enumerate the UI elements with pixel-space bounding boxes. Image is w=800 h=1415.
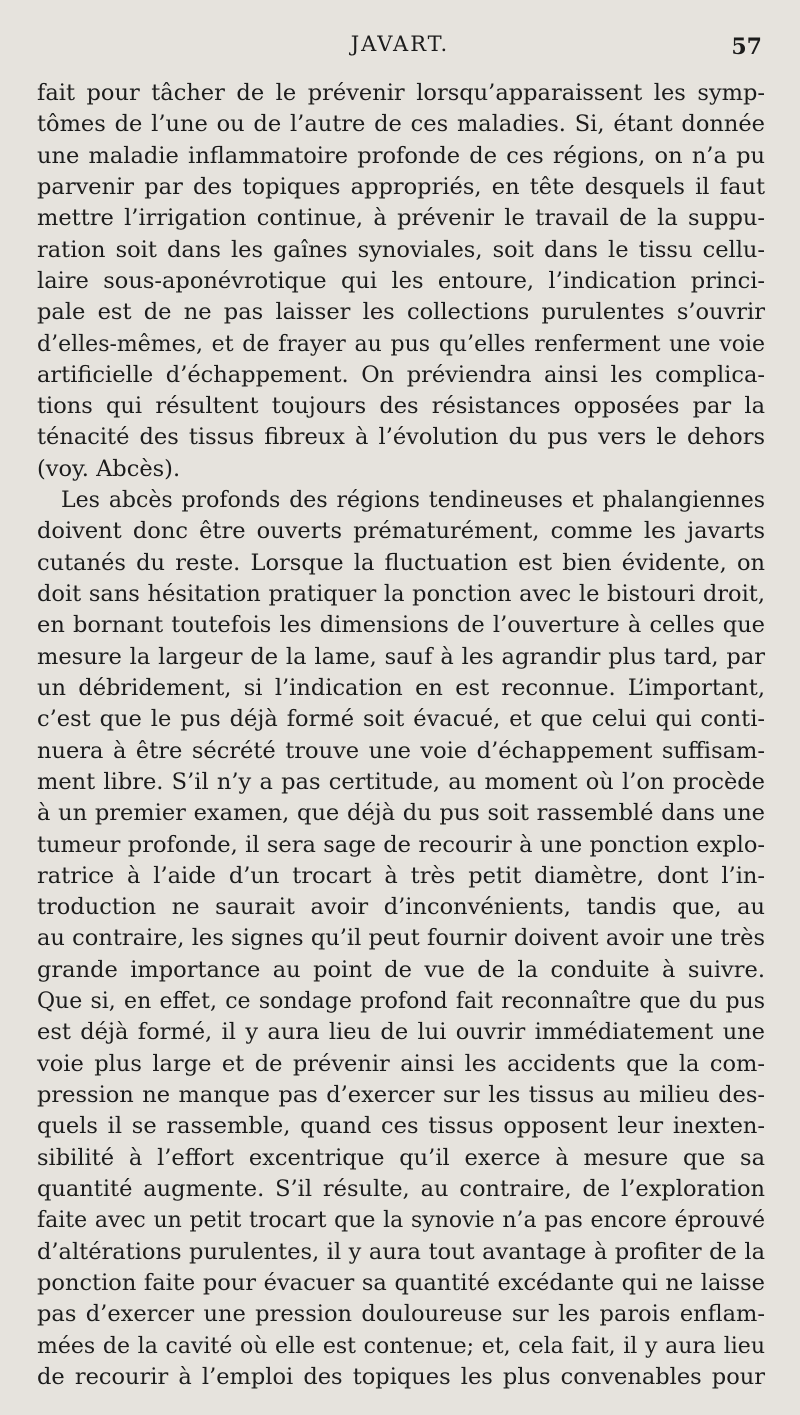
text-line: mesure la largeur de la lame, sauf à les agrandir plus tard, par xyxy=(37,643,765,670)
text-line: tions qui résultent toujours des résistances opposées par la xyxy=(37,393,765,420)
text-line: ment libre. S’il n’y a pas certitude, au moment où l’on procède xyxy=(37,768,765,795)
text-line: doivent donc être ouverts prématurément, comme les javarts xyxy=(37,518,765,545)
text-line: pale est de ne pas laisser les collections purulentes s’ouvrir xyxy=(37,299,765,326)
text-line: grande importance au point de vue de la conduite à suivre. xyxy=(37,956,765,983)
text-line: ponction faite pour évacuer sa quantité excédante qui ne laisse xyxy=(37,1269,765,1296)
text-line: sibilité à l’effort excentrique qu’il exerce à mesure que sa xyxy=(37,1144,765,1171)
text-line: pas d’exercer une pression douloureuse sur les parois enflam- xyxy=(37,1301,765,1328)
text-line: voie plus large et de prévenir ainsi les accidents que la com- xyxy=(37,1050,765,1077)
text-line: c’est que le pus déjà formé soit évacué, et que celui qui conti- xyxy=(37,706,765,733)
text-line: d’elles-mêmes, et de frayer au pus qu’elles renferment une voie xyxy=(37,331,765,357)
page-number: 57 xyxy=(731,34,762,60)
text-line: ténacité des tissus fibreux à l’évolution du pus vers le dehors xyxy=(37,424,765,451)
text-line-paragraph-end: (voy. Abcès). xyxy=(37,455,181,482)
text-line: un débridement, si l’indication en est reconnue. L’important, xyxy=(37,674,765,701)
text-line: artificielle d’échappement. On préviendra ainsi les complica- xyxy=(37,361,765,388)
text-line: d’altérations purulentes, il y aura tout avantage à profiter de la xyxy=(37,1238,765,1265)
text-line: de recourir à l’emploi des topiques les plus convenables pour xyxy=(37,1363,765,1390)
text-line: tômes de l’une ou de l’autre de ces maladies. Si, étant donnée xyxy=(37,111,765,138)
text-line: une maladie inflammatoire profonde de ces régions, on n’a pu xyxy=(37,142,765,169)
text-line: pression ne manque pas d’exercer sur les tissus au milieu des- xyxy=(37,1082,765,1108)
text-line: est déjà formé, il y aura lieu de lui ouvrir immédiatement une xyxy=(37,1019,765,1046)
text-line: à un premier examen, que déjà du pus soit rassemblé dans une xyxy=(37,800,765,827)
text-line: au contraire, les signes qu’il peut fournir doivent avoir une très xyxy=(37,925,765,952)
running-head: JAVART. xyxy=(350,32,450,56)
text-line: parvenir par des topiques appropriés, en tête desquels il faut xyxy=(37,173,765,200)
text-line: laire sous-aponévrotique qui les entoure, l’indication princi- xyxy=(37,267,765,294)
text-line: fait pour tâcher de le prévenir lorsqu’apparaissent les symp- xyxy=(37,80,765,106)
text-line: mettre l’irrigation continue, à prévenir le travail de la suppu- xyxy=(37,205,765,232)
body-text xyxy=(37,78,765,1393)
text-line: troduction ne saurait avoir d’inconvénients, tandis que, au xyxy=(37,894,765,921)
text-line: quantité augmente. S’il résulte, au contraire, de l’exploration xyxy=(37,1175,765,1202)
text-line: quels il se rassemble, quand ces tissus opposent leur inexten- xyxy=(37,1113,765,1140)
text-line: cutanés du reste. Lorsque la fluctuation est bien évidente, on xyxy=(37,549,765,576)
text-line: Que si, en effet, ce sondage profond fait reconnaître que du pus xyxy=(37,989,765,1015)
text-line: doit sans hésitation pratiquer la ponction avec le bistouri droit, xyxy=(37,581,765,607)
page-header xyxy=(0,32,800,62)
text-line: ratrice à l’aide d’un trocart à très petit diamètre, dont l’in- xyxy=(37,862,765,889)
text-line: nuera à être sécrété trouve une voie d’échappement suffisam- xyxy=(37,737,765,764)
text-line: tumeur profonde, il sera sage de recourir à une ponction explo- xyxy=(37,831,765,858)
text-line: mées de la cavité où elle est contenue; et, cela fait, il y aura lieu xyxy=(37,1333,765,1359)
text-line-paragraph-start: Les abcès profonds des régions tendineuses et phalangiennes xyxy=(61,488,765,514)
text-line: faite avec un petit trocart que la synovie n’a pas encore éprouvé xyxy=(37,1208,765,1234)
text-line: ration soit dans les gaînes synoviales, soit dans le tissu cellu- xyxy=(37,236,765,263)
text-line: en bornant toutefois les dimensions de l’ouverture à celles que xyxy=(37,612,765,639)
